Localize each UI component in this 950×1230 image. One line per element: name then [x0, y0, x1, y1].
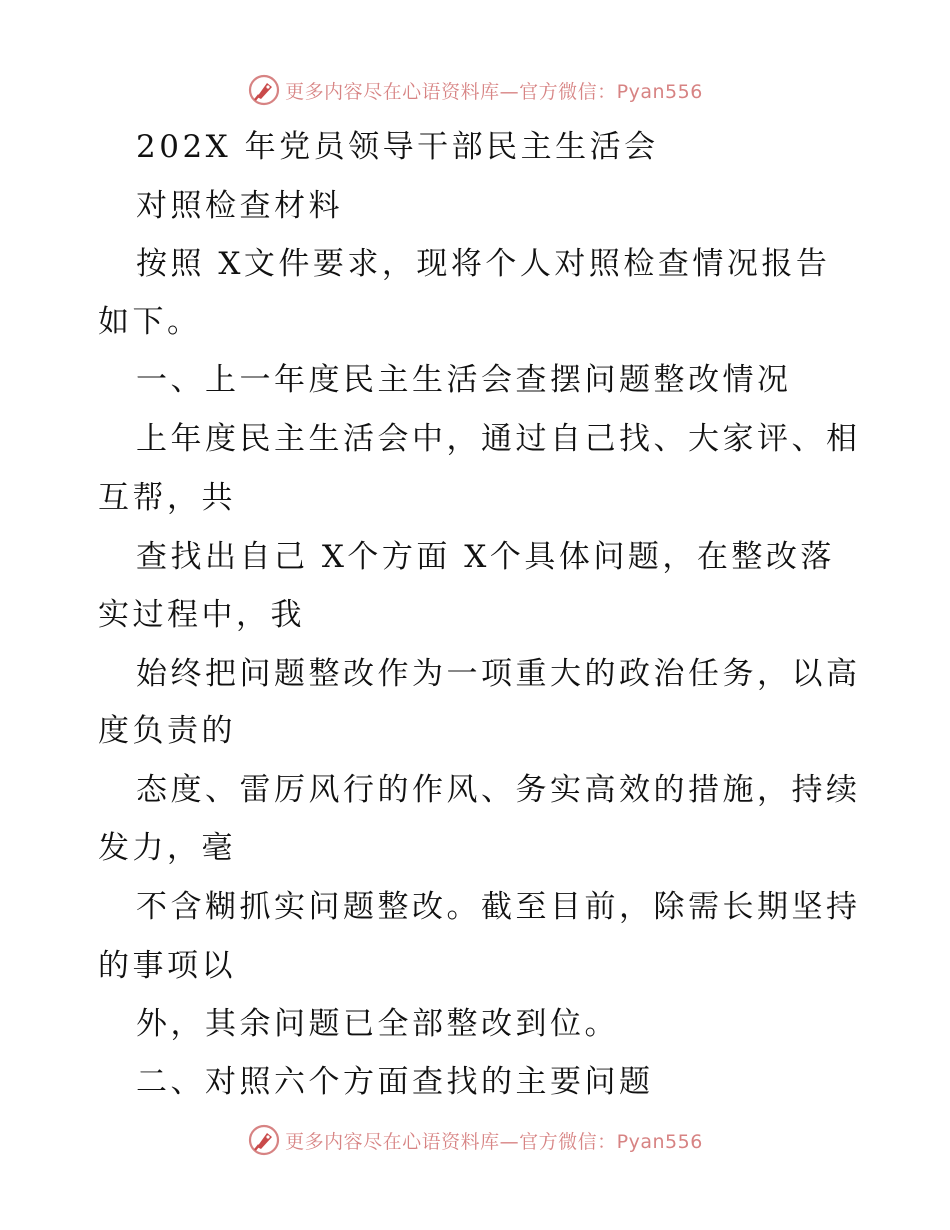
- section-heading: 一、上一年度民主生活会查摆问题整改情况: [136, 362, 792, 398]
- paragraph-line: 态度、雷厉风行的作风、务实高效的措施，持续: [136, 772, 861, 808]
- paragraph-line: 查找出自己 X个方面 X个具体问题，在整改落: [136, 539, 835, 575]
- watermark-footer: [0, 1120, 950, 1160]
- paragraph-line: 实过程中，我: [98, 597, 305, 633]
- paragraph-line: 的事项以: [98, 948, 236, 984]
- paragraph-line: 度负责的: [98, 713, 236, 749]
- paragraph-line: 不含糊抓实问题整改。截至目前，除需长期坚持: [136, 889, 861, 925]
- paragraph-line: 外，其余问题已全部整改到位。: [136, 1006, 619, 1042]
- section-heading: 二、对照六个方面查找的主要问题: [136, 1064, 654, 1100]
- document-title-line1: 202X 年党员领导干部民主生活会: [136, 129, 659, 165]
- watermark-text: 更多内容尽在心语资料库—官方微信：Pyan556: [285, 1130, 703, 1153]
- pen-nib-logo-icon: [247, 1123, 281, 1157]
- paragraph-line: 按照 X文件要求，现将个人对照检查情况报告: [136, 246, 831, 282]
- paragraph-line: 始终把问题整改作为一项重大的政治任务，以高: [136, 656, 861, 692]
- paragraph-line: 发力，毫: [98, 830, 236, 866]
- paragraph-line: 上年度民主生活会中，通过自己找、大家评、相: [136, 421, 861, 457]
- paragraph-line: 互帮，共: [98, 480, 236, 516]
- paragraph-line: 如下。: [98, 304, 202, 340]
- watermark-text: 更多内容尽在心语资料库—官方微信：Pyan556: [285, 80, 703, 103]
- document-title-line2: 对照检查材料: [136, 188, 343, 224]
